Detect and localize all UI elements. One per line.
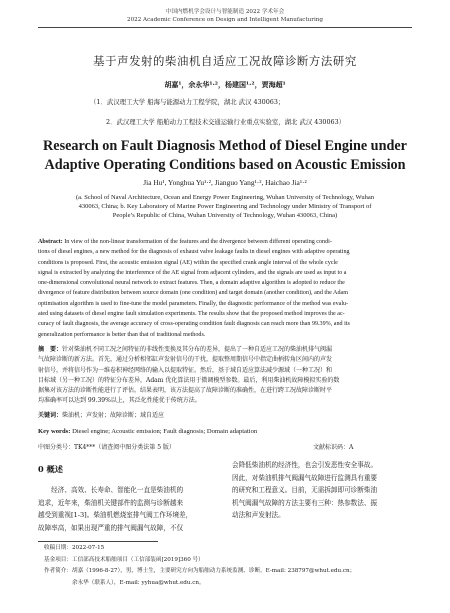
abstract-cn-line: 射信号，并将信号作为一维卷积神经网络的输入以提取特征。然后，基于域自适应算法减少源域（一种工况）和	[38, 366, 333, 374]
keywords-en-label: Key words:	[38, 428, 71, 435]
abstract-en-line: ated using datasets of diesel engine fault simulation experiments. The results show that the proposed method improves the ac-	[38, 311, 345, 318]
funding-note: 基金项目：工信部高技术船舶项目（工信部装函[2019]360 号）	[44, 556, 204, 563]
abstract-en-line: In view of the non-linear transformation of the features and the divergence between different operating condi-	[64, 239, 332, 245]
keywords-cn	[38, 411, 164, 421]
header-rule	[38, 27, 412, 28]
abstract-en-line: one-dimensional convolutional neural network to extract features. Then, a domain adaptive algorithm is adopted to reduce the	[38, 280, 345, 287]
abstract-en	[38, 237, 412, 340]
body-line: 故障率高，如果出现严重的排气阀漏气故障，不仅	[38, 523, 184, 532]
abstract-cn-line: 针对柴油机不同工况之间特征的非线性变换及其分布的差异，提出了一种自适应工况的柴油机排气阀漏	[62, 346, 333, 353]
en-affiliation-line: 430063, China; b. Key Laboratory of Marine Power Engineering and Technology under Ministry of Transport of	[78, 203, 372, 210]
abstract-cn-line: 据集对该方法的诊断性能进行了评估。结果表明，该方法提高了故障诊断的准确性，在进行跨工况故障诊断时平	[38, 387, 333, 395]
abstract-cn-line: 均准确率可以达到 99.39%以上，其泛化性能优于传统方法。	[38, 397, 201, 405]
section-heading: 0 概述	[38, 464, 63, 474]
keywords-cn-label: 关键词：	[38, 412, 63, 419]
body-line: 因此，对柴油机排气阀漏气故障进行监测具有重要	[232, 473, 378, 482]
cn-affiliation-2: 2．武汉理工大学 船舶动力工程技术交通运输行业重点实验室，湖北 武汉 430063）	[106, 118, 346, 126]
keywords-cn-text: 柴油机；声发射；故障诊断；域自适应	[62, 412, 165, 419]
abstract-en-line: generalization performance is better than that of traditional methods.	[38, 331, 206, 338]
cn-authors: 胡嘉¹，余永华¹·²，杨建国¹·²，贾海超¹	[164, 80, 286, 89]
abstract-cn-label: 摘 要：	[38, 346, 63, 353]
cn-title: 基于声发射的柴油机自适应工况故障诊断方法研究	[93, 54, 357, 68]
corresponding-author: 余永华（联系人），E-mail: yyhua@whut.edu.cn。	[44, 579, 205, 586]
abstract-en-line: conditions is proposed. First, the acoustic emission signal (AE) within the specified crank angle interval of the whole cycle	[38, 259, 338, 266]
abstract-cn-line: 气故障诊断的新方法。首先，通过分析相邻缸声发射信号的干扰，提取整周期信号中指定曲柄转角区间内的声发	[38, 356, 333, 364]
footnote-rule	[38, 541, 158, 542]
received-date: 收稿日期：2022-07-15	[44, 545, 105, 551]
en-title-line1: Research on Fault Diagnosis Method of Diesel Engine under	[43, 138, 407, 154]
body-line: 越受到重视[1-3]。柴油机燃烧室排气阀工作环境差，	[38, 511, 193, 519]
body-column-left	[38, 484, 222, 534]
author-bio: 作者简介：胡嘉（1996-8-27），男，博士生，主要研究方向为船舶动力系统监测、诊断。E-mail: 238797@whut.edu.cn；	[44, 568, 356, 574]
abstract-en-line: divergence of feature distribution between source domain (one condition) and target domain (another condition), and the Adam	[38, 290, 348, 297]
cn-affiliation-1: （1．武汉理工大学 船海与能源动力工程学院，湖北 武汉 430063；	[90, 98, 285, 106]
abstract-en-line: curacy of fault diagnosis, the average accuracy of cross-operating condition fault diagnosis can reach more than 99.39%, and its	[38, 321, 350, 328]
abstract-en-line: optimisation algorithm is used to fine-tune the model parameters. Finally, the diagnostic performance of the method was evalu-	[38, 300, 349, 307]
en-authors: Jia Hu¹, Yonghua Yu¹·², Jianguo Yang¹·², Haichao Jia¹·²	[143, 178, 307, 187]
body-line: 会降低柴油机的经济性，也会引发恶性安全事故。	[232, 461, 378, 469]
body-line: 机气阀漏气故障的方法主要有三种：热参数法、振	[232, 498, 378, 507]
conference-header-en: 2022 Academic Conference on Design and Intelligent Manufacturing	[127, 17, 323, 23]
keywords-en	[38, 428, 257, 435]
en-affiliation-line: People’s Republic of China, Wuhan University of Technology, Wuhan 430063, China)	[112, 212, 338, 219]
en-affiliations	[38, 193, 412, 220]
en-title-line2: Adaptive Operating Conditions based on Acoustic Emission	[44, 157, 406, 173]
document-code: 文献标识码：A	[313, 444, 354, 451]
body-line: 追求，近年来，柴油机关键部件的监测与诊断越来	[38, 498, 184, 507]
body-line: 经济、高效、长寿命、智能化一直是柴油机的	[38, 486, 184, 494]
body-line: 动法和声发射法。	[232, 511, 285, 519]
abstract-cn	[38, 345, 412, 407]
abstract-cn-line: 目标域（另一种工况）的特征分布差异，Adam 优化算法用于微调模型参数。最后，利用柴油机故障模拟实验的数	[38, 376, 340, 384]
body-line: 的研究和工程意义。目前，无需拆卸即可诊断柴油	[232, 486, 378, 494]
abstract-en-label: Abstract:	[38, 239, 63, 245]
keywords-en-text: Diesel engine; Acoustic emission; Fault diagnosis; Domain adaptation	[72, 428, 258, 435]
abstract-en-line: tions of diesel engines, a new method for the diagnosis of exhaust valve leakage faults in diesel engines with adaptive operating	[38, 249, 350, 256]
footnotes	[44, 543, 412, 589]
conference-header-cn: 中国内燃机学会设计与智能制造 2022 学术年会	[165, 9, 285, 15]
body-column-right	[232, 459, 412, 522]
en-affiliation-line: (a. School of Naval Architecture, Ocean and Energy Power Engineering, Wuhan University of Technology, Wuhan	[75, 194, 375, 201]
classification-number: 中图分类号：TK4***（请查阅中图分类法第 5 版）	[38, 444, 175, 451]
abstract-en-line: signal is extracted by analyzing the interference of the AE signal from adjacent cylinders, and the signals are used as input to a	[38, 269, 347, 276]
